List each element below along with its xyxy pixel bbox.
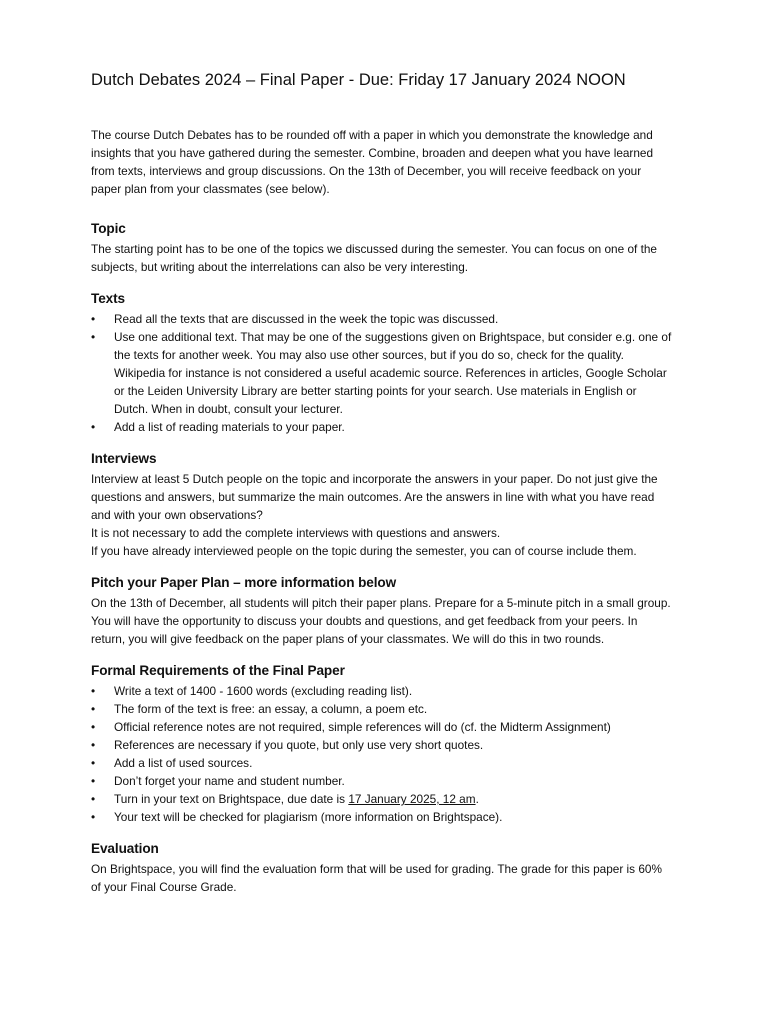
evaluation-paragraph: On Brightspace, you will find the evaluation form that will be used for grading. The grade for this paper is 60% of your Final Course Grade. [91,862,662,894]
formal-requirements-list [91,682,672,826]
section-evaluation [91,840,672,896]
bullet-icon: • [91,792,96,806]
list-item [91,418,672,436]
bullet-icon: • [91,720,96,734]
list-item [91,736,672,754]
bullet-icon: • [91,420,96,434]
interviews-paragraph-1: Interview at least 5 Dutch people on the topic and incorporate the answers in your paper. Do not just give the questions and answers, but summarize the main outcomes. Are the answers in line with what you have read and with your own observations? [91,472,658,522]
list-item-text: Your text will be checked for plagiarism (more information on Brightspace). [114,810,503,824]
list-item [91,754,672,772]
list-item-text: Write a text of 1400 - 1600 words (excluding reading list). [114,684,413,698]
bullet-icon: • [91,738,96,752]
texts-list [91,310,672,436]
section-formal-requirements [91,662,672,826]
section-texts [91,290,672,436]
bullet-icon: • [91,312,96,326]
section-heading-evaluation: Evaluation [91,841,159,856]
list-item [91,790,672,808]
section-heading-interviews: Interviews [91,451,157,466]
section-heading-topic: Topic [91,221,126,236]
list-item-text: Add a list of reading materials to your paper. [114,420,345,434]
interviews-paragraph-3: If you have already interviewed people on the topic during the semester, you can of course include them. [91,544,637,558]
bullet-icon: • [91,774,96,788]
pitch-paragraph: On the 13th of December, all students will pitch their paper plans. Prepare for a 5-minute pitch in a small group. You will have the opportunity to discuss your doubts and questions, and get feedback from your peers. In return, you will give feedback on the paper plans of your classmates. We will do this in two rounds. [91,596,671,646]
list-item-text: Add a list of used sources. [114,756,253,770]
document-title: Dutch Debates 2024 – Final Paper - Due: Friday 17 January 2024 NOON [91,71,626,89]
list-item-text: References are necessary if you quote, but only use very short quotes. [114,738,484,752]
section-heading-texts: Texts [91,291,126,306]
bullet-icon: • [91,756,96,770]
list-item-text: Read all the texts that are discussed in the week the topic was discussed. [114,312,499,326]
list-item [91,328,672,418]
list-item [91,682,672,700]
list-item [91,718,672,736]
due-date: 17 January 2025, 12 am [348,792,476,806]
bullet-icon: • [91,702,96,716]
list-item-text: Official reference notes are not required, simple references will do (cf. the Midterm Assignment) [114,720,611,734]
list-item [91,310,672,328]
bullet-icon: • [91,330,96,344]
list-item-text: Don’t forget your name and student number. [114,774,345,788]
section-heading-pitch: Pitch your Paper Plan – more information below [91,575,397,590]
list-item [91,808,672,826]
list-item-text: The form of the text is free: an essay, a column, a poem etc. [114,702,428,716]
topic-paragraph: The starting point has to be one of the topics we discussed during the semester. You can focus on one of the subjects, but writing about the interrelations can also be very interesting. [91,242,657,274]
list-item [91,700,672,718]
section-topic [91,220,672,276]
interviews-paragraph-2: It is not necessary to add the complete interviews with questions and answers. [91,526,501,540]
due-date-prefix: Turn in your text on Brightspace, due date is [114,792,349,806]
section-interviews [91,450,672,560]
list-item [91,772,672,790]
bullet-icon: • [91,810,96,824]
intro-paragraph: The course Dutch Debates has to be rounded off with a paper in which you demonstrate the knowledge and insights that you have gathered during the semester. Combine, broaden and deepen what you have learned from texts, interviews and group discussions. On the 13th of December, you will receive feedback on your paper plan from your classmates (see below). [91,128,654,196]
bullet-icon: • [91,684,96,698]
due-date-suffix: . [475,792,479,806]
section-heading-formal-requirements: Formal Requirements of the Final Paper [91,663,345,678]
section-pitch [91,574,672,648]
list-item-text: Use one additional text. That may be one of the suggestions given on Brightspace, but consider e.g. one of the texts for another week. You may also use other sources, but if you do so, check for the quality. Wikipedia for instance is not considered a useful academic source. References in articles, Google Scholar or the Leiden University Library are better starting points for your search. Use materials in English or Dutch. When in doubt, consult your lecturer. [114,330,672,416]
